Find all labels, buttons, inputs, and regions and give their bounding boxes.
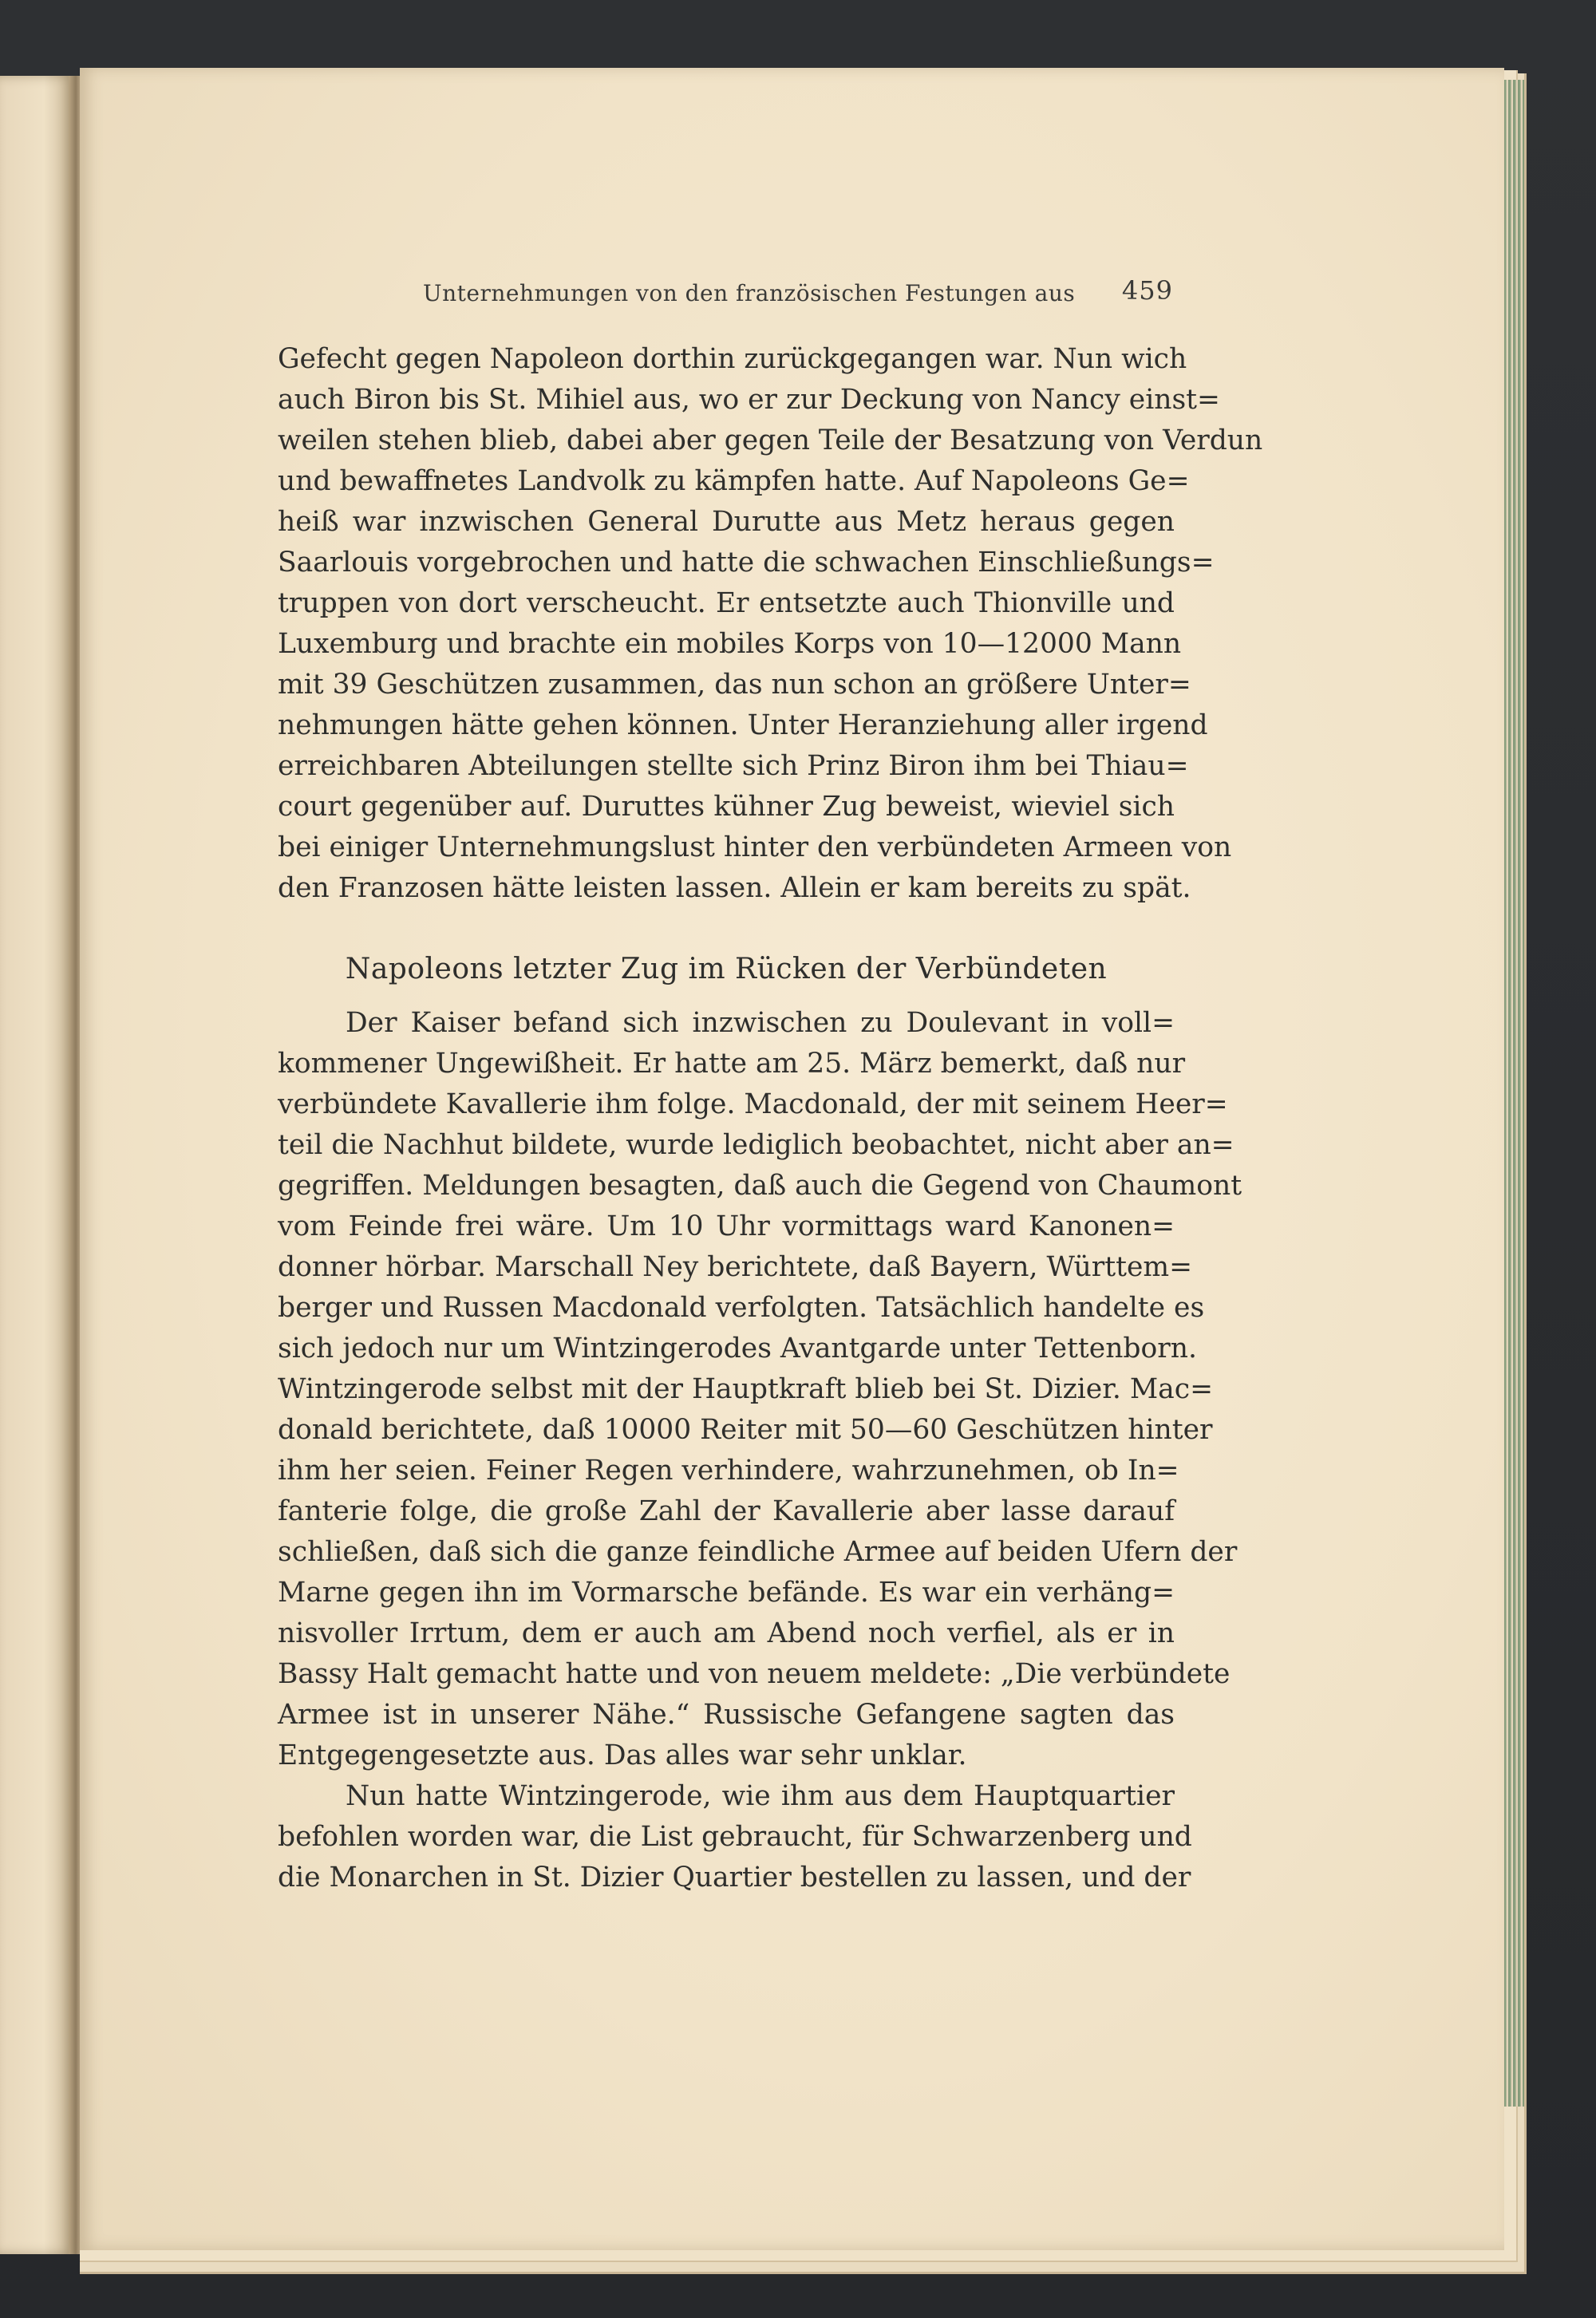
text-line: truppen von dort verscheucht. Er entsetzte auch Thionville und [278,587,1175,619]
body-text [278,339,1263,1898]
paragraph-1 [278,339,1263,909]
text-line: Saarlouis vorgebrochen und hatte die schwachen Einschließungs= [278,547,1215,579]
text-line: auch Biron bis St. Mihiel aus, wo er zur Deckung von Nancy einst= [278,384,1220,416]
text-line: vom Feinde frei wäre. Um 10 Uhr vormittags ward Kanonen= [278,1210,1175,1242]
text-line: Der Kaiser befand sich inzwischen zu Doulevant in voll= [346,1007,1175,1039]
text-line: und bewaffnetes Landvolk zu kämpfen hatte. Auf Napoleons Ge= [278,465,1190,497]
text-line: mit 39 Geschützen zusammen, das nun schon an größere Unter= [278,669,1191,701]
text-line: teil die Nachhut bildete, wurde lediglich beobachtet, nicht aber an= [278,1129,1235,1161]
text-line: Marne gegen ihn im Vormarsche befände. Es war ein verhäng= [278,1577,1175,1609]
text-line: heiß war inzwischen General Durutte aus Metz heraus gegen [278,506,1175,538]
text-line: ihm her seien. Feiner Regen verhindere, wahrzunehmen, ob In= [278,1455,1179,1487]
text-line: nehmungen hätte gehen können. Unter Heranziehung aller irgend [278,709,1208,741]
text-line: nisvoller Irrtum, dem er auch am Abend noch verfiel, als er in [278,1617,1175,1649]
text-line: gegriffen. Meldungen besagten, daß auch die Gegend von Chaumont [278,1170,1242,1202]
text-line: schließen, daß sich die ganze feindliche Armee auf beiden Ufern der [278,1536,1238,1568]
text-line: bei einiger Unternehmungslust hinter den verbündeten Armeen von [278,831,1232,863]
text-line: sich jedoch nur um Wintzingerodes Avantgarde unter Tettenborn. [278,1333,1197,1364]
text-line: Armee ist in unserer Nähe.“ Russische Gefangene sagten das [278,1699,1175,1731]
text-line: donald berichtete, daß 10000 Reiter mit 50—60 Geschützen hinter [278,1414,1213,1446]
text-line: Nun hatte Wintzingerode, wie ihm aus dem Hauptquartier [346,1780,1175,1812]
text-line: die Monarchen in St. Dizier Quartier bestellen zu lassen, und der [278,1862,1191,1893]
text-line: donner hörbar. Marschall Ney berichtete, daß Bayern, Württem= [278,1251,1192,1283]
text-line: fanterie folge, die große Zahl der Kavallerie aber lasse darauf [278,1495,1175,1527]
text-line: weilen stehen blieb, dabei aber gegen Teile der Besatzung von Verdun [278,425,1263,456]
text-line: court gegenüber auf. Duruttes kühner Zug beweist, wieviel sich [278,791,1175,823]
text-line: Entgegengesetzte aus. Das alles war sehr unklar. [278,1739,967,1771]
text-line: Bassy Halt gemacht hatte und von neuem meldete: „Die verbündete [278,1658,1231,1690]
text-line: den Franzosen hätte leisten lassen. Allein er kam bereits zu spät. [278,872,1191,904]
text-line: Gefecht gegen Napoleon dorthin zurückgegangen war. Nun wich [278,343,1187,375]
text-line: berger und Russen Macdonald verfolgten. Tatsächlich handelte es [278,1292,1205,1324]
text-line: erreichbaren Abteilungen stellte sich Prinz Biron ihm bei Thiau= [278,750,1189,782]
section-heading: Napoleons letzter Zug im Rücken der Verbündeten [345,953,1108,985]
paragraph-3 [278,1776,1192,1898]
text-line: Wintzingerode selbst mit der Hauptkraft blieb bei St. Dizier. Mac= [278,1373,1213,1405]
running-head [343,275,1173,315]
text-line: verbündete Kavallerie ihm folge. Macdonald, der mit seinem Heer= [278,1088,1228,1120]
text-line: Luxemburg und brachte ein mobiles Korps von 10—12000 Mann [278,628,1182,660]
text-line: befohlen worden war, die List gebraucht, für Schwarzenberg und [278,1821,1192,1853]
text-line: kommener Ungewißheit. Er hatte am 25. März bemerkt, daß nur [278,1048,1186,1080]
page-number: 459 [1121,275,1173,306]
running-head-title: Unternehmungen von den französischen Festungen aus [423,280,1076,306]
left-page-edge [0,76,73,2254]
paragraph-2 [278,1003,1242,1776]
